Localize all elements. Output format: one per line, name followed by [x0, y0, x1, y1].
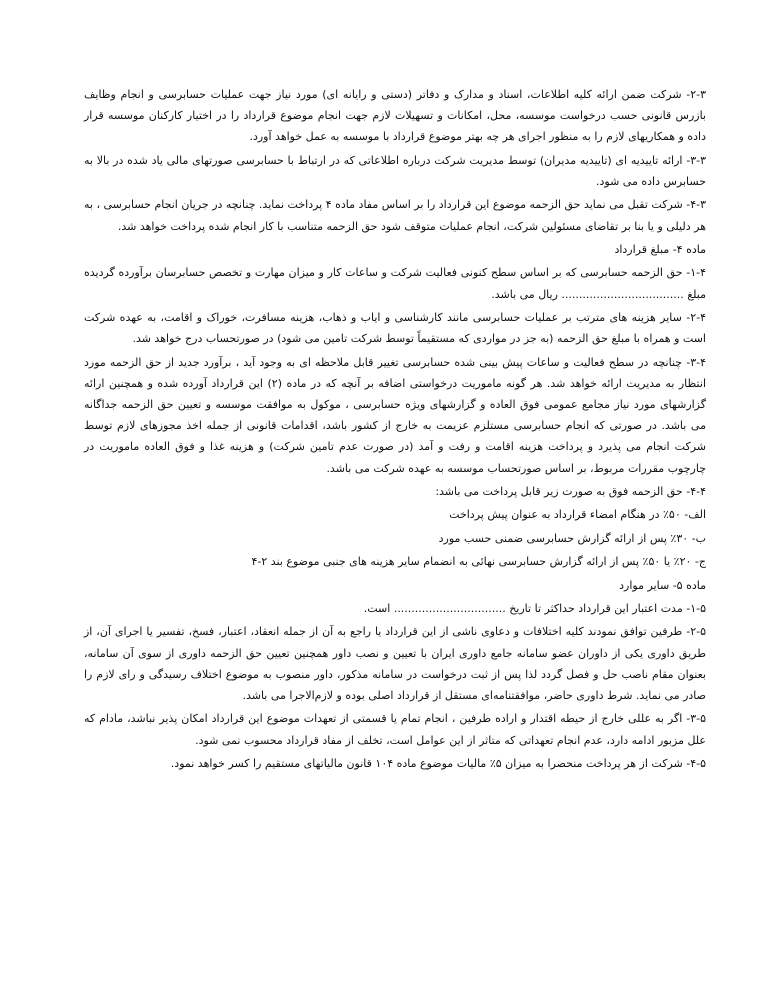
clause-5-4: ۴-۵- شرکت از هر پرداخت منحصرا به میزان ۵٪ مالیات موضوع ماده ۱۰۴ قانون مالیاتهای مستقیم را کسر خواهد نمود.	[170, 756, 706, 770]
contract-page	[84, 84, 706, 776]
article-5-heading: ماده ۵- سایر موارد	[619, 578, 706, 592]
clause-5-2: ۲-۵- طرفین توافق نمودند کلیه اختلافات و دعاوی ناشی از این قرارداد یا راجع به آن از جمله انعقاد، اعتبار، فسخ، تفسیر یا اجرای آن، از طریق داوری یکی از داوران عضو سامانه جامع داوری ایران با تعیین و نصب داور همچنین تعیین حق الزحمه داوری از سوی آن سامانه، بعنوان مقام ناصب حل و فصل گردد لذا پس از ثبت درخواست در سامانه مذکور، داور منصوب به موضوع اختلاف رسیدگی و رای لازم را صادر می نماید. شرط داوری حاضر، موافقتنامه‌ای مستقل از قرارداد اصلی بوده و لازم‌الاجرا می باشد.	[84, 625, 706, 702]
clause-4-4: ۴-۴- حق الزحمه فوق به صورت زیر قابل پرداخت می باشد:	[435, 484, 706, 498]
clause-4-1: ۱-۴- حق الزحمه حسابرسی که بر اساس سطح کنونی فعالیت شرکت و ساعات کار و میزان مهارت و تخصص حسابرسان برآورده گردیده مبلغ ................................... ریال می باشد.	[84, 266, 706, 301]
clause-5-1: ۱-۵- مدت اعتبار این قرارداد حداکثر تا تاریخ ................................ است.	[363, 601, 706, 615]
clause-3-2: ۲-۳- شرکت ضمن ارائه کلیه اطلاعات، اسناد و مدارک و دفاتر (دستی و رایانه ای) مورد نیاز جهت عملیات حسابرسی و انجام وظایف بازرس قانونی حسب درخواست موسسه، محل، امکانات و تسهیلات لازم جهت انجام موضوع قرارداد را در اختیار کارکنان موسسه قرار داده و همکاریهای لازم را به منظور اجرای هر چه بهتر موضوع قرارداد با موسسه به عمل خواهد آورد.	[84, 88, 706, 144]
clause-3-3: ۳-۳- ارائه تاییدیه ای (تاییدیه مدیران) توسط مدیریت شرکت درباره اطلاعاتی که در ارتباط با حسابرسی صورتهای مالی یاد شده در بالا به حسابرس داده می شود.	[84, 153, 706, 188]
payment-item-jim: ج- ۲۰٪ یا ۵۰٪ پس از ارائه گزارش حسابرسی نهائی به انضمام سایر هزینه های جنبی موضوع بند ۲-۴	[251, 555, 706, 569]
payment-item-be: ب- ۳۰٪ پس از ارائه گزارش حسابرسی ضمنی حسب مورد	[438, 531, 706, 545]
clause-4-2: ۲-۴- سایر هزینه های مترتب بر عملیات حسابرسی مانند کارشناسی و ایاب و ذهاب، هزینه مسافرت، خوراک و اقامت، به عهده شرکت است و همراه با مبلغ حق الزحمه (به جز در مواردی که مستقیماً توسط شرکت تامین می شود) در صورتحساب درج خواهد شد.	[84, 310, 706, 346]
clause-5-3: ۳-۵- اگر به عللی خارج از حیطه اقتدار و اراده طرفین ، انجام تمام یا قسمتی از تعهدات موضوع این قرارداد امکان پذیر نباشد، مادام که علل مزبور ادامه دارد، عدم انجام تعهداتی که متاثر از این عوامل است، تخلف از مفاد قرارداد محسوب نمی شود.	[84, 712, 706, 747]
article-4-heading: ماده ۴- مبلغ قرارداد	[614, 242, 706, 256]
payment-item-alef: الف- ۵۰٪ در هنگام امضاء قرارداد به عنوان پیش پرداخت	[449, 508, 706, 522]
clause-3-4: ۴-۳- شرکت تقبل می نماید حق الزحمه موضوع این قرارداد را بر اساس مفاد ماده ۴ پرداخت نماید. چنانچه در جریان انجام حسابرسی ، به هر دلیلی و یا بنا بر تقاضای مسئولین شرکت، انجام عملیات متوقف شود حق الزحمه متناسب با کار انجام شده پرداخت خواهد شد.	[83, 198, 706, 233]
clause-4-3: ۳-۴- چنانچه در سطح فعالیت و ساعات پیش بینی شده حسابرسی تغییر قابل ملاحظه ای به وجود آید ، برآورد جدید از حق الزحمه مورد انتظار به مدیریت ارائه خواهد شد. هر گونه ماموریت درخواستی اضافه بر آنچه که در ماده (۲) این قرارداد آورده شده و همچنین ارائه گزارشهای مورد نیاز مجامع عمومی فوق العاده و گزارشهای ویژه حسابرسی ، موکول به موافقت موسسه و تعیین حق الزحمه جداگانه می باشد. در صورتی که انجام حسابرسی مستلزم عزیمت به خارج از کشور باشد، اقدامات قانونی از جمله اخذ مجوزهای لازم توسط شرکت انجام می پذیرد و پرداخت هزینه اقامت و رفت و آمد (در صورت عدم تامین شرکت) و هزینه غذا و فوق العاده ماموریت در چارچوب مقررات مربوط، بر اساس صورتحساب موسسه به عهده شرکت می باشد.	[84, 355, 706, 475]
